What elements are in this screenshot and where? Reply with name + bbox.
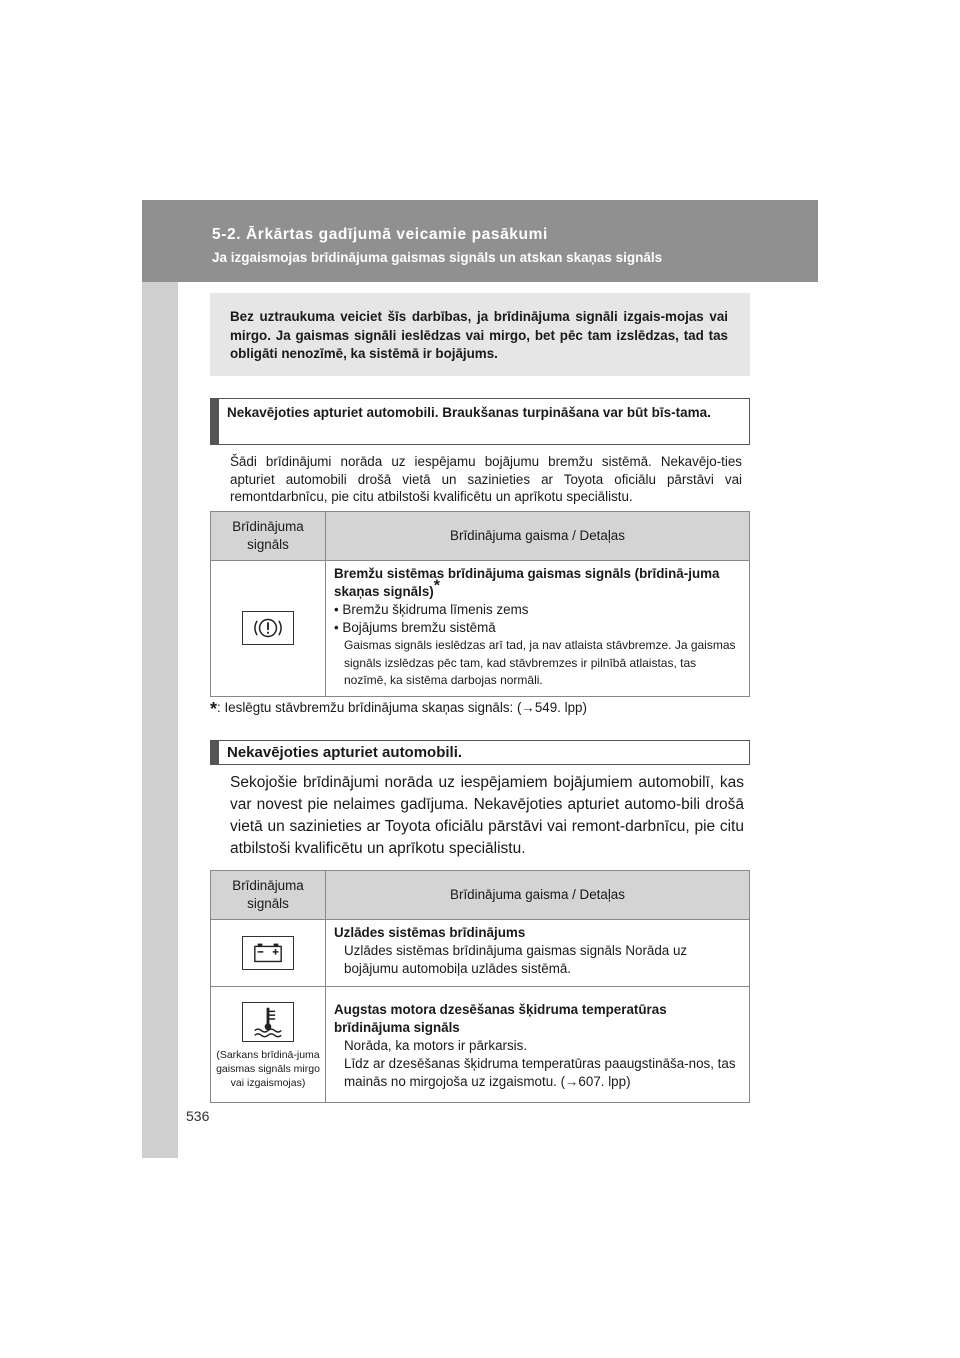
footnote: *: Ieslēgtu stāvbremžu brīdinājuma skaņas signāls: (→549. lpp) (210, 699, 587, 719)
brake-warning-note: Gaismas signāls ieslēdzas arī tad, ja nav atlaista stāvbremze. Ja gaismas signāls izslēdzas pēc tam, kad stāvbremzes ir pilnībā atlaistas, tas nozīmē, ka sistēma darbojas normāli. (344, 638, 736, 687)
table-header-row (211, 512, 750, 561)
notice-box: Bez uztraukuma veiciet šīs darbības, ja brīdinājuma signāli izgais-mojas vai mirgo. Ja gaismas signāli ieslēdzas vai mirgo, bet pēc tam izslēdzas, tad tas obligāti nenozīmē, ka sistēmā ir bojājums. (210, 293, 750, 376)
column-header-details: Brīdinājuma gaisma / Detaļas (326, 871, 750, 920)
icon-cell (211, 987, 326, 1103)
brake-warning-title: Bremžu sistēmas brīdinājuma gaismas signāls (brīdinā-juma skaņas signāls)* (334, 566, 720, 599)
detail-cell (326, 561, 750, 697)
table-row (211, 920, 750, 987)
table-row (211, 987, 750, 1103)
coolant-temperature-icon (242, 1002, 294, 1042)
column-header-details: Brīdinājuma gaisma / Detaļas (326, 512, 750, 561)
warning-heading-stop: Nekavējoties apturiet automobili. (210, 740, 750, 765)
icon-cell (211, 920, 326, 987)
coolant-warning-text-2: Līdz ar dzesēšanas šķidruma temperatūras paaugstināša-nos, tas mainās no mirgojoša uz izgaismotu. (→607. lpp) (344, 1056, 736, 1089)
warning-heading-brakes: Nekavējoties apturiet automobili. Braukšanas turpināšana var būt bīs-tama. (210, 398, 750, 445)
coolant-warning-text-1: Norāda, ka motors ir pārkarsis. (344, 1038, 528, 1053)
brake-warning-icon (242, 611, 294, 645)
bullet-fluid-level: • Bremžu šķidruma līmenis zems (334, 602, 529, 617)
page-number: 536 (186, 1108, 210, 1124)
detail-cell (326, 920, 750, 987)
left-margin-bar (142, 200, 178, 1158)
detail-cell (326, 987, 750, 1103)
coolant-icon-caption: (Sarkans brīdinā-juma gaismas signāls mirgo vai izgaismojas) (216, 1048, 320, 1089)
table-header-row (211, 871, 750, 920)
charging-warning-text: Uzlādes sistēmas brīdinājuma gaismas signāls Norāda uz bojājumu automobiļa uzlādes sistēmā. (344, 943, 688, 976)
warning-text-stop: Sekojošie brīdinājumi norāda uz iespējamiem bojājumiem automobilī, kas var novest pie nelaimes gadījuma. Nekavējoties apturiet automo-bili drošā vietā un sazinieties ar Toyota oficiālu pārstāvi vai remont-darbnīcu, pie citu atbilstoši kvalificētu un aprīkotu speciālistu. (230, 774, 744, 857)
battery-icon (242, 936, 294, 970)
vehicle-warning-table (210, 870, 750, 1103)
column-header-signal: Brīdinājuma signāls (211, 871, 326, 920)
charging-warning-title: Uzlādes sistēmas brīdinājums (334, 925, 526, 940)
brake-warning-table (210, 511, 750, 697)
icon-cell (211, 561, 326, 697)
bullet-brake-fault: • Bojājums bremžu sistēmā (334, 620, 496, 635)
warning-text-brakes: Šādi brīdinājumi norāda uz iespējamu bojājumu bremžu sistēmā. Nekavējo-ties apturiet automobili drošā vietā un sazinieties ar Toyota oficiālu pārstāvi vai remontdarbnīcu, pie citu atbilstoši kvalificētu un aprīkotu speciālistu. (230, 454, 742, 504)
column-header-signal: Brīdinājuma signāls (211, 512, 326, 561)
table-row (211, 561, 750, 697)
coolant-warning-title: Augstas motora dzesēšanas šķidruma temperatūras brīdinājuma signāls (334, 1002, 667, 1035)
section-title: 5-2. Ārkārtas gadījumā veicamie pasākumi (212, 226, 548, 243)
section-subtitle: Ja izgaismojas brīdinājuma gaismas signāls un atskan skaņas signāls (212, 250, 663, 265)
